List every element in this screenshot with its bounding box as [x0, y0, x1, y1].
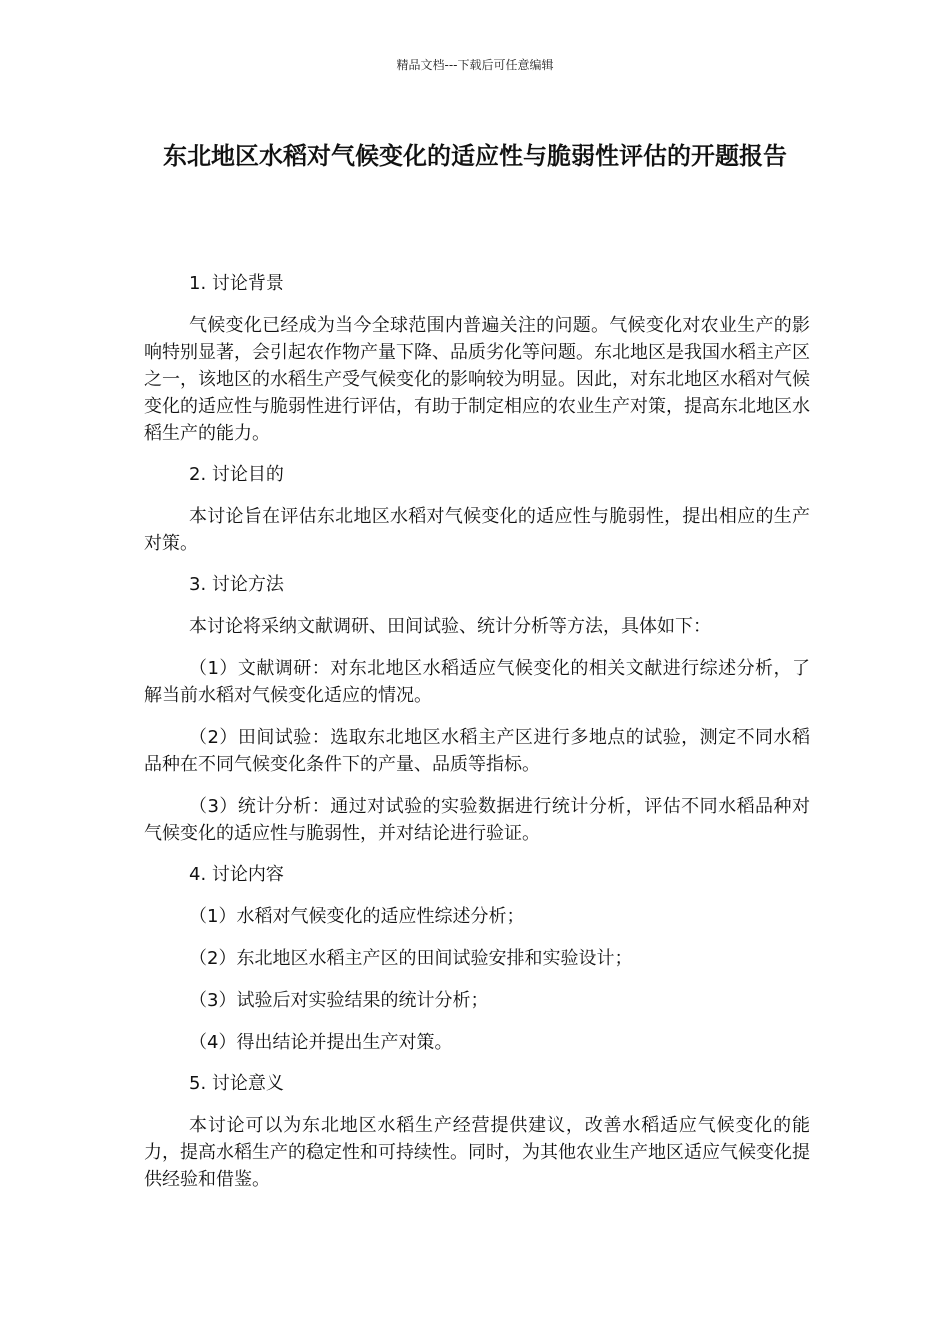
method-item-statistics: （3）统计分析：通过对试验的实验数据进行统计分析，评估不同水稻品种对气候变化的适应性与脆弱性，并对结论进行验证。 — [144, 796, 810, 844]
method-item-field-trial: （2）田间试验：选取东北地区水稻主产区进行多地点的试验，测定不同水稻品种在不同气候变化条件下的产量、品质等指标。 — [144, 727, 810, 775]
section-heading-significance: 5. 讨论意义 — [189, 1073, 284, 1094]
content-item-1: （1）水稻对气候变化的适应性综述分析； — [189, 906, 525, 927]
paragraph-background: 气候变化已经成为当今全球范围内普遍关注的问题。气候变化对农业生产的影响特别显著，会引起农作物产量下降、品质劣化等问题。东北地区是我国水稻主产区之一，该地区的水稻生产受气候变化的影响较为明显。因此，对东北地区水稻对气候变化的适应性与脆弱性进行评估，有助于制定相应的农业生产对策，提高东北地区水稻生产的能力。 — [144, 315, 810, 444]
section-heading-method: 3. 讨论方法 — [189, 574, 284, 595]
section-heading-content: 4. 讨论内容 — [189, 864, 284, 885]
content-item-3: （3）试验后对实验结果的统计分析； — [189, 990, 489, 1011]
page-header: 精品文档---下载后可任意编辑 — [396, 58, 554, 72]
section-heading-purpose: 2. 讨论目的 — [189, 464, 284, 485]
paragraph-significance: 本讨论可以为东北地区水稻生产经营提供建议，改善水稻适应气候变化的能力，提高水稻生产的稳定性和可持续性。同时，为其他农业生产地区适应气候变化提供经验和借鉴。 — [144, 1115, 810, 1190]
method-item-literature: （1）文献调研：对东北地区水稻适应气候变化的相关文献进行综述分析，了解当前水稻对气候变化适应的情况。 — [144, 658, 810, 706]
document-body — [144, 270, 810, 1193]
content-item-2: （2）东北地区水稻主产区的田间试验安排和实验设计； — [189, 948, 633, 969]
document-title: 东北地区水稻对气候变化的适应性与脆弱性评估的开题报告 — [163, 142, 787, 170]
content-item-4: （4）得出结论并提出生产对策。 — [189, 1032, 453, 1053]
section-heading-background: 1. 讨论背景 — [189, 273, 284, 294]
paragraph-method-intro: 本讨论将采纳文献调研、田间试验、统计分析等方法，具体如下： — [189, 616, 711, 637]
paragraph-purpose: 本讨论旨在评估东北地区水稻对气候变化的适应性与脆弱性，提出相应的生产对策。 — [144, 506, 810, 554]
